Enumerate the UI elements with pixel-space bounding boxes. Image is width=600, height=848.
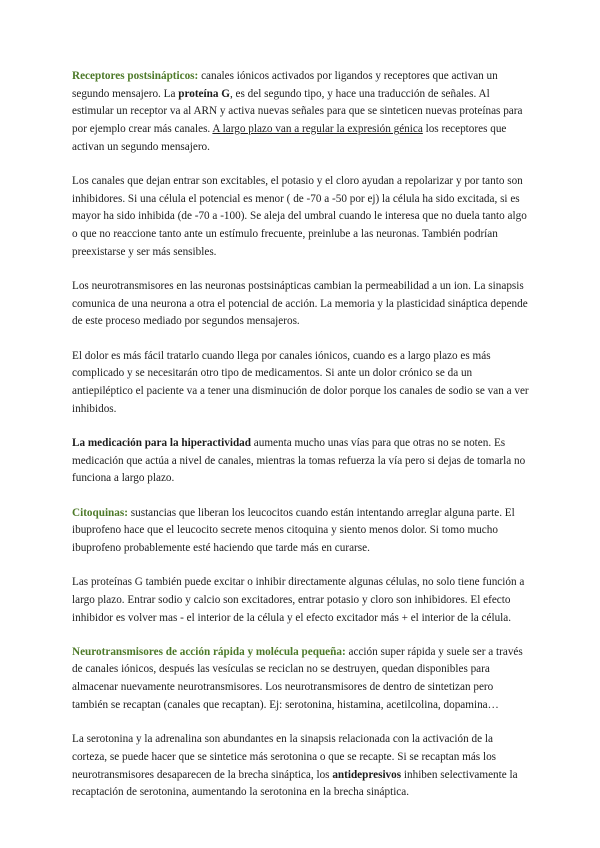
heading-accion-rapida: Neurotransmisores de acción rápida y molécula pequeña: — [72, 645, 346, 658]
paragraph-neurotransmisores-postsinapticas — [72, 278, 530, 331]
paragraph-canales — [72, 173, 530, 262]
underlined-text: A largo plazo van a regular la expresión génica — [212, 123, 423, 136]
text-run: inhiben selectivamente la recaptación de serotonina, aumentando la serotonina en la brecha sináptica. — [72, 768, 518, 799]
text-run: Las proteínas G también puede excitar o inhibir directamente algunas células, no solo tiene función a largo plazo. Entrar sodio y calcio son excitadores, entrar potasio y cloro son inhibidores. El efecto inhibidor es volver mas - el interior de la célula y el efecto excitador más + el interior de la célula. — [72, 576, 525, 624]
paragraph-proteinas-g — [72, 574, 530, 627]
bold-term-antidepresivos: antidepresivos — [332, 768, 402, 781]
text-run: los receptores que activan un segundo mensajero. — [72, 123, 507, 153]
text-run: Los canales que dejan entrar son excitables, el potasio y el cloro ayudan a repolarizar y por tanto son inhibidores. Si una célula el potencial es menor ( de -70 a -50 por ej) la célula ha sido excitada, si es mayor ha sido inhibida (de -70 a -100). Se aleja del umbral cuando le interesa que no duela tanto algo o que no reaccione tanto ante un estímulo frecuente, preinlube a las neuronas. También podrían preexistarse y ser más sensibles. — [72, 175, 527, 258]
bold-term-medicacion: La medicación para la hiperactividad — [72, 436, 251, 449]
text-run: El dolor es más fácil tratarlo cuando llega por canales iónicos, cuando es a largo plazo es más complicado y se necesitarán otro tipo de medicamentos. Si ante un dolor crónico se da un antiepiléptico el paciente va a tener una disminución de dolor porque los canales de sodio se van a ver inhibidos. — [72, 349, 529, 415]
paragraph-accion-rapida — [72, 644, 530, 715]
text-run: sustancias que liberan los leucocitos cuando están intentando arreglar alguna parte. El ibuprofeno hace que el leucocito secrete menos citoquina y siento menos dolor. Si tomo mucho ibuprofeno probablemente esté haciendo que tarde más en curarse. — [72, 506, 515, 554]
paragraph-hiperactividad — [72, 435, 530, 488]
text-run: , es del segundo tipo, y hace una traducción de señales. Al estimular un receptor va al ARN y activa nuevas señales para que se sinteticen nuevas proteínas para por ejemplo crear más canales. — [72, 87, 523, 136]
text-run: acción super rápida y suele ser a través de canales iónicos, después las vesículas se reciclan no se destruyen, quedan disponibles para almacenar nuevamente neurotransmisores. Los neurotransmisores de dentro de sintetizan pero también se recaptan (canales que recaptan). Ej: serotonina, histamina, acetilcolina, dopamina… — [72, 645, 523, 711]
paragraph-citoquinas — [72, 505, 530, 558]
text-run: La serotonina y la adrenalina son abundantes en la sinapsis relacionada con la activación de la corteza, se puede hacer que se sintetice más serotonina o que se recapte. Si se recaptan más los neurotransmisores desaparecen de la brecha sináptica, los — [72, 733, 497, 781]
paragraph-serotonina — [72, 731, 530, 802]
paragraph-receptores — [72, 68, 530, 157]
text-run: aumenta mucho unas vías para que otras no se noten. Es medicación que actúa a nivel de canales, mientras la tomas refuerza la vía pero si dejas de tomarla no funciona a largo plazo. — [72, 436, 526, 485]
text-run: Los neurotransmisores en las neuronas postsinápticas cambian la permeabilidad a un ion. La sinapsis comunica de una neurona a otra el potencial de acción. La memoria y la plasticidad sináptica depende de este proceso mediado por segundos mensajeros. — [72, 280, 528, 328]
text-run: canales iónicos activados por ligandos y receptores que activan un segundo mensajero. La — [72, 70, 498, 100]
paragraph-dolor — [72, 348, 530, 419]
bold-term-proteina-g: proteína G — [178, 87, 230, 100]
heading-receptores: Receptores postsinápticos: — [72, 70, 199, 82]
document-page — [72, 68, 530, 818]
heading-citoquinas: Citoquinas: — [72, 506, 128, 519]
